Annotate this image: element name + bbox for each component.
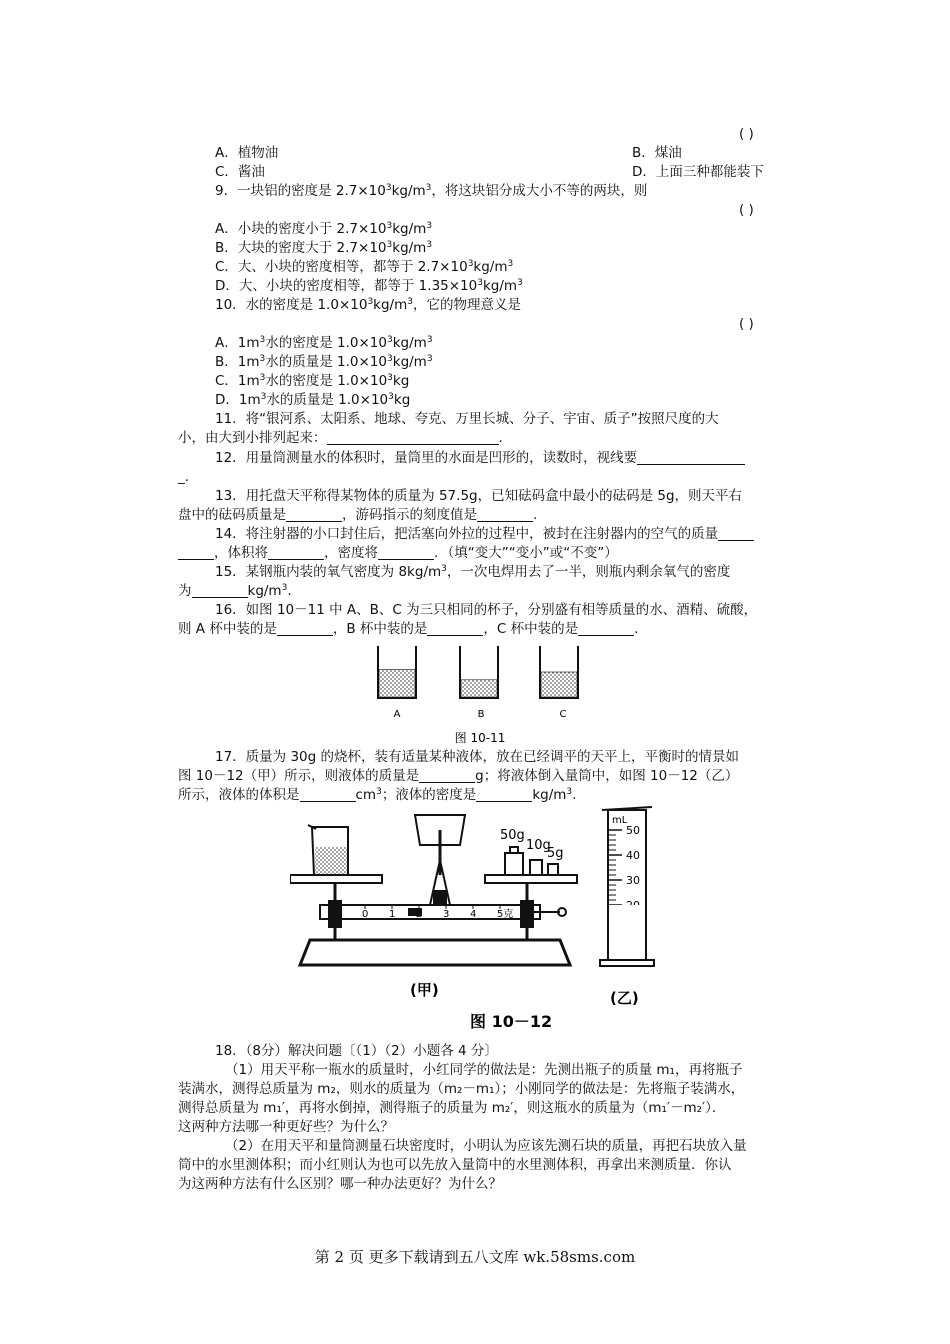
blank[interactable] <box>477 507 533 522</box>
blank[interactable] <box>718 526 754 541</box>
scale-label: 3 <box>443 909 450 920</box>
q12-line2: _. <box>178 469 190 485</box>
blank[interactable] <box>427 621 483 636</box>
q10-option-c: C．$1m^3$水的密度是 $1.0\times 10^3kg$ <box>215 373 410 389</box>
q14-line2: ，体积将 ，密度将 ．（填“变大”“变小”或“不变”） <box>178 544 618 563</box>
q15-line2: 为 $kg/m^3$. <box>178 583 292 599</box>
label-jia: (甲) <box>410 981 439 999</box>
left-post <box>328 900 342 928</box>
scale-label: 5克 <box>497 909 514 920</box>
blank[interactable] <box>178 545 214 560</box>
q14-line1: 14．将注射器的小口封住后，把活塞向外拉的过程中，被封在注射器内的空气的质量 <box>215 525 754 544</box>
q9-option-d: D．大、小块的密度相等，都等于 $1.35\times 10^3kg/m^3$ <box>215 278 523 294</box>
cylinder-tick-label: 30 <box>626 874 640 887</box>
blank[interactable] <box>327 430 499 445</box>
scale-label: 1 <box>389 909 396 920</box>
blank[interactable] <box>300 787 356 802</box>
weight-label-50g: 50g <box>500 828 525 843</box>
blank[interactable] <box>192 583 248 598</box>
balance-base <box>300 940 570 965</box>
q16-line2: 则 A 杯中装的是 ，B 杯中装的是 ，C 杯中装的是 . <box>178 621 639 637</box>
q13-line2: 盘中的砝码质量是 ，游码指示的刻度值是 . <box>178 507 538 523</box>
right-pan <box>485 875 577 883</box>
q15-line1: 15．某钢瓶内装的氧气密度为 $8kg/m^3$，一次电焊用去了一半，则瓶内剩余氧气的密度 <box>215 564 731 580</box>
weight-label-10g: 10g <box>526 838 551 853</box>
blank[interactable] <box>286 507 342 522</box>
figure-10-12 <box>290 805 670 1035</box>
q11-line1: 11．将“银河系、太阳系、地球、夸克、万里长城、分子、宇宙、质子”按照尺度的大 <box>215 411 719 427</box>
q8-options-cd: C．酱油 D．上面三种都能装下 <box>215 164 764 180</box>
blank[interactable] <box>419 768 475 783</box>
figure-caption-10-11: 图 10-11 <box>454 731 506 745</box>
q11-line2: 小，由大到小排列起来： . <box>178 430 503 446</box>
q12-line1: 12．用量筒测量水的体积时，量筒里的水面是凹形的，读数时，视线要 <box>215 449 745 468</box>
q18-title: 18．（8分）解决问题〔（1）（2）小题各 4 分〕 <box>215 1043 498 1059</box>
left-pan <box>290 875 382 883</box>
cylinder-tick-label: 50 <box>626 824 640 837</box>
cylinder-tick-label: 40 <box>626 849 640 862</box>
scale-label: 0 <box>362 909 369 920</box>
q10-stem: 10．水的密度是 $1.0\times 10^3kg/m^3$，它的物理意义是 <box>215 297 521 313</box>
q10-option-a: A．$1m^3$水的密度是 $1.0\times 10^3kg/m^3$ <box>215 335 433 351</box>
beaker-liquid <box>315 847 347 874</box>
blank[interactable] <box>378 545 434 560</box>
blank[interactable] <box>637 450 745 465</box>
answer-paren: ( ) <box>739 202 754 218</box>
figure-10-11 <box>360 640 600 750</box>
q17-line2: 图 10－12（甲）所示，则液体的质量是 g；将液体倒入量筒中，如图 10－12（乙） <box>178 768 739 784</box>
q18-p6: 筒中的水里测体积；而小红则认为也可以先放入量筒中的水里测体积，再拿出来测质量．你认 <box>178 1157 732 1173</box>
right-post <box>520 900 534 928</box>
q18-p5: （2）在用天平和量筒测量石块密度时，小明认为应该先测石块的质量，再把石块放入量 <box>225 1138 747 1154</box>
cylinder-liquid <box>609 905 645 959</box>
q9-option-b: B．大块的密度大于 $2.7\times 10^3kg/m^3$ <box>215 240 433 256</box>
weight-50g <box>505 853 523 875</box>
q17-line1: 17．质量为 30g 的烧杯，装有适量某种液体，放在已经调平的天平上，平衡时的情景如 <box>215 749 740 765</box>
q18-p3: 测得总质量为 m₁′，再将水倒掉，测得瓶子的质量为 m₂′，则这瓶水的质量为（m₁′－m₂′）． <box>178 1100 726 1116</box>
q10-option-b: B．$1m^3$水的质量是 $1.0\times 10^3kg/m^3$ <box>215 354 433 370</box>
cup-label-c: C <box>559 709 567 720</box>
label-yi: (乙) <box>610 989 639 1007</box>
q16-line1: 16．如图 10－11 中 A、B、C 为三只相同的杯子，分别盛有相等质量的水、酒精、硫酸， <box>215 602 758 618</box>
page-footer: 第 2 页 更多下载请到五八文库 wk.58sms.com <box>314 1248 636 1266</box>
q13-line1: 13．用托盘天平称得某物体的质量为 57.5g，已知砝码盒中最小的砝码是 5g，则天平右 <box>215 488 743 504</box>
blank[interactable] <box>578 621 634 636</box>
cup-label-b: B <box>477 709 485 720</box>
q9-stem: 9．一块铝的密度是 $2.7\times 10^3kg/m^3$，将这块铝分成大小不等的两块，则 <box>215 183 648 199</box>
q18-p2: 装满水，测得总质量为 m₂，则水的质量为（m₂－m₁）；小刚同学的做法是：先将瓶子装满水， <box>178 1081 745 1097</box>
q18-p7: 为这两种方法有什么区别？哪一种办法更好？为什么？ <box>178 1176 502 1192</box>
blank[interactable] <box>268 545 324 560</box>
q17-line3: 所示，液体的体积是 $cm^3$；液体的密度是 $kg/m^3$. <box>178 787 577 803</box>
cup-liquid-b <box>461 680 497 697</box>
blank[interactable] <box>277 621 333 636</box>
weight-10g <box>530 860 542 875</box>
cup-liquid-a <box>379 669 415 697</box>
q18-p4: 这两种方法哪一种更好些？为什么？ <box>178 1119 394 1135</box>
q18-p1: （1）用天平称一瓶水的质量时，小红同学的做法是：先测出瓶子的质量 m₁，再将瓶子 <box>225 1062 743 1078</box>
scale-label: 4 <box>470 909 477 920</box>
answer-paren: ( ) <box>739 126 754 142</box>
figure-caption-10-12: 图 10－12 <box>470 1012 553 1031</box>
weight-label-5g: 5g <box>547 846 564 861</box>
q8-options-ab: A．植物油 B．煤油 <box>215 145 682 161</box>
cup-liquid-c <box>541 672 577 697</box>
answer-paren: ( ) <box>739 316 754 332</box>
weight-5g <box>548 864 558 875</box>
q9-option-a: A．小块的密度小于 $2.7\times 10^3kg/m^3$ <box>215 221 433 237</box>
rider <box>408 908 422 916</box>
cup-label-a: A <box>393 709 401 720</box>
q9-option-c: C．大、小块的密度相等，都等于 $2.7\times 10^3kg/m^3$ <box>215 259 514 275</box>
cylinder-unit: mL <box>612 815 628 826</box>
q10-option-d: D．$1m^3$水的质量是 $1.0\times 10^3kg$ <box>215 392 411 408</box>
blank[interactable] <box>476 787 532 802</box>
